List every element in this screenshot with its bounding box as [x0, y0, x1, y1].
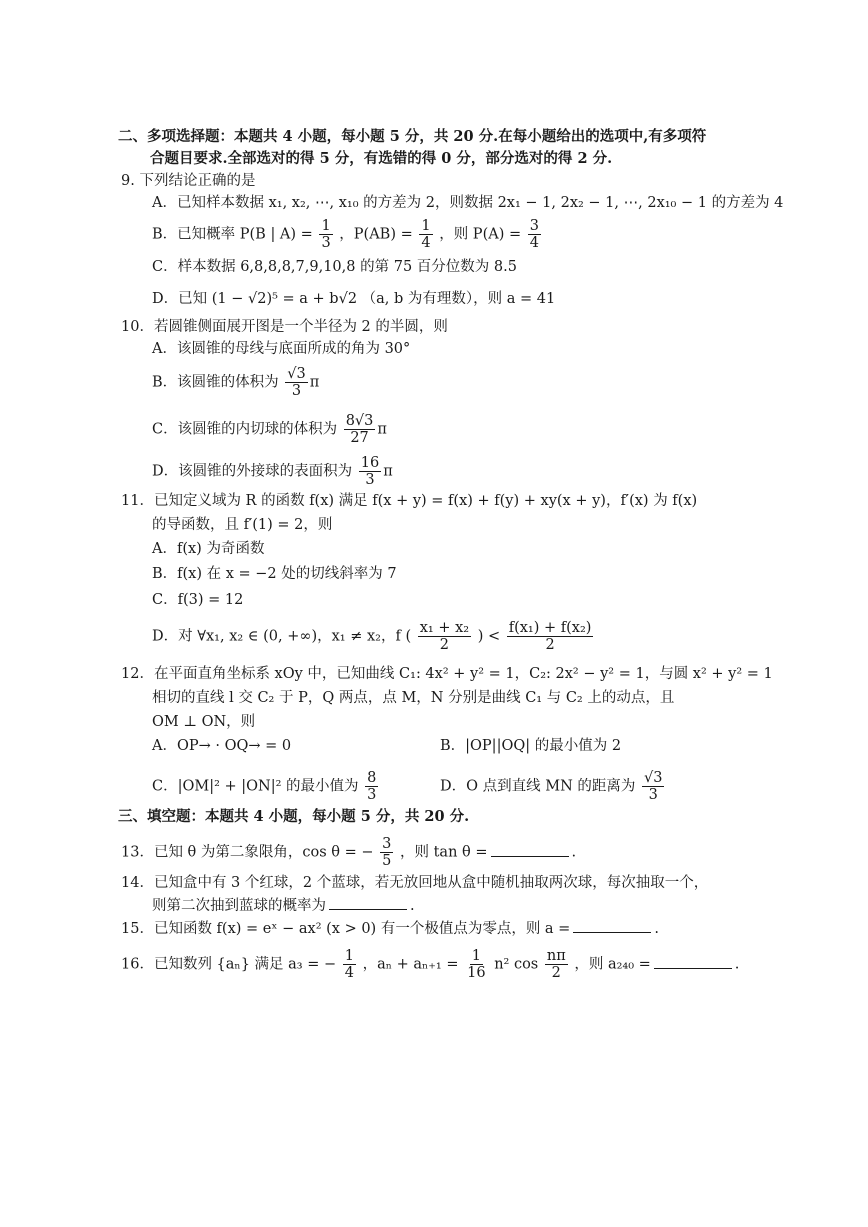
fraction: $\frac{1}{16}$	[467, 948, 486, 981]
q10-option-a: A．该圆锥的母线与底面所成的角为 30°	[152, 341, 411, 357]
q12-stem-line1: 12．在平面直角坐标系 xOy 中，已知曲线 C₁: 4x² + y² = 1，C₂: 2x² − y² = 1，与圆 x² + y² = 1	[121, 666, 773, 682]
fraction: $\frac{3}{4}$	[529, 218, 539, 251]
fraction: $\frac{1}{3}$	[321, 218, 331, 251]
q12-stem-line2: 相切的直线 l 交 C₂ 于 P，Q 两点，点 M，N 分别是曲线 C₁ 与 C₂ 上的动点，且	[152, 690, 675, 706]
q12-option-b: B．|OP||OQ| 的最小值为 2	[440, 738, 622, 754]
q16: 16．已知数列 {aₙ} 满足 a₃ = − $\frac{1}{4}$ ，aₙ + aₙ₊₁ = $\frac{1}{16}$ n² cos $\frac{n\pi}{2}$ ，则 a₂₄₀ = .	[121, 948, 740, 981]
q11-stem-line2: 的导函数，且 f′(1) = 2，则	[152, 517, 333, 533]
fraction: $\frac{\text{f(x₁) + f(x₂)}}{2}$	[508, 620, 592, 653]
fraction: $\frac{\text{x₁ + x₂}}{2}$	[419, 620, 470, 653]
q12-stem-line3: OM ⊥ ON，则	[152, 714, 256, 730]
section2-line2: 合题目要求.全部选对的得 5 分，有选错的得 0 分，部分选对的得 2 分.	[150, 150, 613, 167]
fraction: $\frac{√3}{3}$	[643, 770, 663, 803]
answer-blank	[329, 895, 407, 910]
fraction: $\frac{1}{4}$	[421, 218, 431, 251]
fraction: $\frac{√3}{3}$	[287, 366, 306, 399]
q9-stem: 9. 下列结论正确的是	[121, 173, 256, 189]
q12-option-c: C．|OM|² + |ON|² 的最小值为 $\frac{8}{3}$	[152, 770, 377, 803]
q15: 15．已知函数 f(x) = eˣ − ax² (x > 0) 有一个极值点为零点，则 a = .	[121, 918, 659, 940]
fraction: $\frac{3}{5}$	[382, 836, 392, 869]
q11-option-c: C．f(3) = 12	[152, 592, 244, 608]
q10-option-b: B．该圆锥的体积为 $\frac{√3}{3}$ π	[152, 366, 320, 399]
q11-option-b: B．f(x) 在 x = −2 处的切线斜率为 7	[152, 566, 397, 582]
q14-line2: 则第二次抽到蓝球的概率为 .	[152, 895, 415, 917]
answer-blank	[654, 954, 732, 969]
q10-option-d: D．该圆锥的外接球的表面积为 $\frac{16}{3}$ π	[152, 455, 393, 488]
answer-blank	[491, 842, 569, 857]
section3-heading: 三、填空题：本题共 4 小题，每小题 5 分，共 20 分.	[118, 808, 470, 825]
q10-option-c: C．该圆锥的内切球的体积为 $\frac{8√3}{27}$ π	[152, 413, 387, 446]
answer-blank	[573, 918, 651, 933]
q10-stem: 10．若圆锥侧面展开图是一个半径为 2 的半圆，则	[121, 319, 448, 335]
q9-option-d: D．已知 (1 − √2)⁵ = a + b√2 （a, b 为有理数），则 a = 41	[152, 291, 556, 307]
section2-line1: 二、多项选择题：本题共 4 小题，每小题 5 分，共 20 分.在每小题给出的选项中,有多项符	[118, 128, 707, 145]
fraction: $\frac{16}{3}$	[360, 455, 380, 488]
q12-option-d: D．O 点到直线 MN 的距离为 $\frac{√3}{3}$	[440, 770, 663, 803]
q14-line1: 14．已知盒中有 3 个红球，2 个蓝球，若无放回地从盒中随机抽取两次球，每次抽取一个，	[121, 875, 709, 891]
q9-option-a: A．已知样本数据 x₁, x₂, ⋯, x₁₀ 的方差为 2，则数据 2x₁ − 1, 2x₂ − 1, ⋯, 2x₁₀ − 1 的方差为 4	[152, 195, 784, 211]
q13: 13．已知 θ 为第二象限角，cos θ = − $\frac{3}{5}$ ，则 tan θ = .	[121, 836, 577, 869]
q9-option-b: B．已知概率 P(B | A) = $\frac{1}{3}$ ，P(AB) = $\frac{1}{4}$ ，则 P(A) = $\frac{3}{4}$	[152, 218, 539, 251]
q11-option-d: D．对 ∀x₁, x₂ ∈ (0, +∞)，x₁ ≠ x₂，f ( $\frac{\text{x₁ + x₂}}{2}$ ) < $\frac{\text{f(x₁) + f(x₂)}}{2}$	[152, 620, 592, 653]
q11-option-a: A．f(x) 为奇函数	[152, 541, 265, 557]
q9-option-c: C．样本数据 6,8,8,8,7,9,10,8 的第 75 百分位数为 8.5	[152, 259, 517, 275]
q11-stem-line1: 11．已知定义域为 R 的函数 f(x) 满足 f(x + y) = f(x) + f(y) + xy(x + y)，f′(x) 为 f(x)	[121, 493, 698, 509]
q12-option-a: A．OP→ · OQ→ = 0	[152, 738, 292, 754]
fraction: $\frac{n\pi}{2}$	[546, 948, 566, 981]
fraction: $\frac{1}{4}$	[344, 948, 354, 981]
fraction: $\frac{8√3}{27}$	[345, 413, 374, 446]
fraction: $\frac{8}{3}$	[367, 770, 377, 803]
